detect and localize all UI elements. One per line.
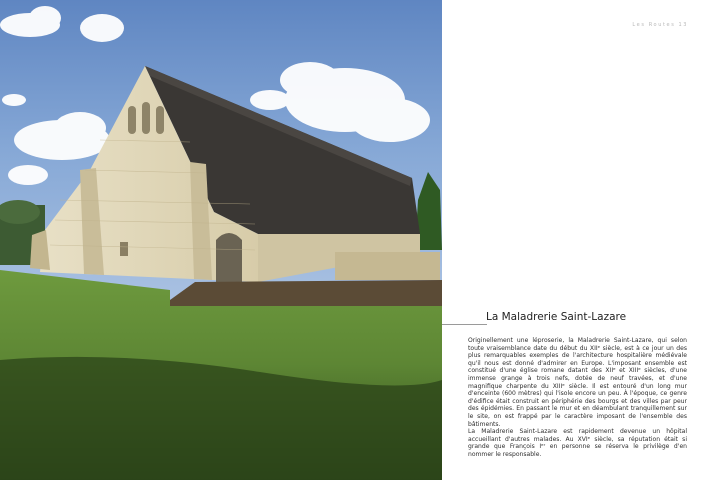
article-body [468,337,687,459]
page-number: 13 [678,22,688,28]
paragraph: La Maladrerie Saint-Lazare est rapidement devenue un hôpital accueillant d'autres malades. Au XVIᵉ siècle, sa réputation était si grande que François Iᵉʳ en personne se réserva le privilège d'en nommer le responsable. [468,428,687,458]
running-header [632,22,688,28]
article-title: La Maladrerie Saint-Lazare [486,311,627,323]
paragraph: Originellement une léproserie, la Maladrerie Saint-Lazare, qui selon toute vraisemblance date du début du XIIᵉ siècle, est à ce jour un des plus remarquables exemples de l'architecture hospitalière médiévale qu'il nous est donné d'admirer en Europe. L'imposant ensemble est constitué d'une église romane datant des XIIᵉ et XIIIᵉ siècles, d'une immense grange à trois nefs, dotée de neuf travées, et d'une magnifique charpente du XIIIᵉ siècle. Il est entouré d'un long mur d'enceinte (600 mètres) qui l'isole encore un peu. À l'époque, ce genre d'édifice était construit en périphérie des bourgs et des villes par peur des épidémies. En passant le mur et en déambulant tranquillement sur le site, on est frappé par le caractère imposant de l'ensemble des bâtiments. [468,337,687,428]
text-page [442,0,709,480]
title-rule [442,324,487,325]
section-name: Les Routes [632,22,676,28]
